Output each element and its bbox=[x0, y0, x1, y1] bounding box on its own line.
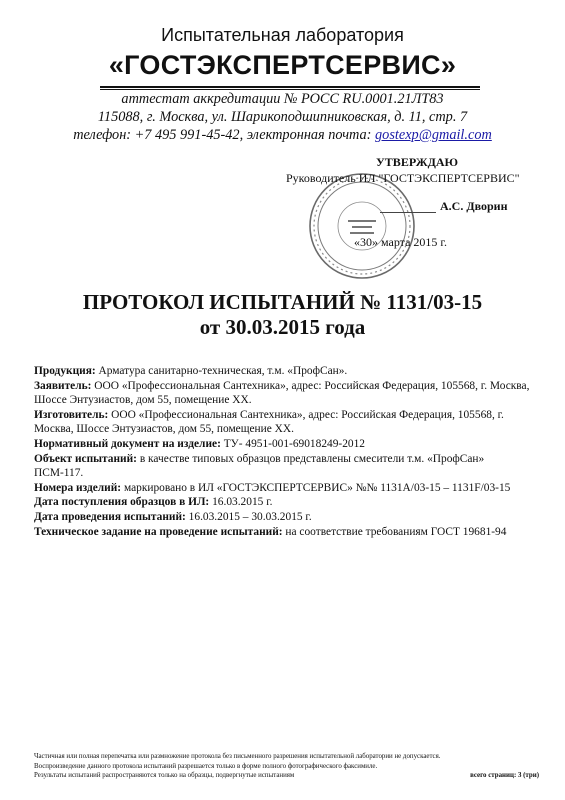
field-label: Нормативный документ на изделие: bbox=[34, 437, 221, 450]
field-value: 16.03.2015 – 30.03.2015 г. bbox=[185, 510, 312, 523]
field-value: 16.03.2015 г. bbox=[209, 496, 273, 509]
approval-title: УТВЕРЖДАЮ bbox=[376, 155, 459, 169]
protocol-title-line1: ПРОТОКОЛ ИСПЫТАНИЙ № 1131/03-15 bbox=[82, 290, 483, 314]
email-link[interactable]: gostexp@gmail.com bbox=[375, 127, 492, 143]
field-manufacturer bbox=[34, 408, 534, 437]
protocol-title-line2: от 30.03.2015 года bbox=[199, 315, 366, 339]
field-technical-spec bbox=[34, 525, 534, 540]
contacts-prefix: телефон: +7 495 991-45-42, электронная почта: bbox=[73, 127, 376, 143]
field-test-date bbox=[34, 510, 534, 525]
footer-line-2: Воспроизведение данного протокола испытаний разрешается только в форме полного фотографического факсимиле. bbox=[34, 762, 378, 770]
field-value: ООО «Профессиональная Сантехника», адрес: Российская Федерация, 105568, г. Москва, Шоссе Энтузиастов, дом 55, помещение XX. bbox=[34, 379, 530, 407]
field-label: Дата поступления образцов в ИЛ: bbox=[34, 496, 210, 509]
footer-line-3 bbox=[34, 771, 539, 781]
document-header bbox=[0, 20, 565, 144]
field-value: в качестве типовых образцов представлены смесители т.м. «ПрофСан» ПСМ-117. bbox=[34, 452, 485, 480]
approval-position: Руководитель ИЛ "ГОСТЭКСПЕРТСЕРВИС" bbox=[286, 171, 520, 185]
header-rule-top bbox=[100, 86, 480, 88]
field-normative-doc bbox=[34, 437, 534, 452]
field-label: Изготовитель: bbox=[34, 408, 109, 421]
field-label: Продукция: bbox=[34, 365, 96, 377]
signature-line bbox=[380, 212, 436, 213]
address-line: 115088, г. Москва, ул. Шарикоподшипниковская, д. 11, стр. 7 bbox=[97, 109, 468, 125]
field-label: Заявитель: bbox=[34, 379, 92, 392]
header-rule-bottom bbox=[100, 89, 480, 90]
field-label: Номера изделий: bbox=[34, 481, 122, 494]
field-label: Дата проведения испытаний: bbox=[34, 510, 186, 523]
organization-name: «ГОСТЭКСПЕРТСЕРВИС» bbox=[108, 50, 457, 80]
document-footer bbox=[34, 752, 539, 781]
lab-label: Испытательная лаборатория bbox=[161, 25, 404, 45]
protocol-title bbox=[0, 290, 565, 340]
field-label: Техническое задание на проведение испытаний: bbox=[34, 525, 283, 538]
footer-page-count: всего страниц: 3 (три) bbox=[470, 772, 539, 780]
field-value: ТУ- 4951-001-69018249-2012 bbox=[220, 437, 365, 450]
approval-signer: А.С. Дворин bbox=[440, 199, 508, 213]
field-received-date bbox=[34, 495, 534, 510]
field-label: Объект испытаний: bbox=[34, 452, 137, 465]
seal-stamp-icon bbox=[306, 170, 418, 282]
field-value: маркировано в ИЛ «ГОСТЭКСПЕРТСЕРВИС» №№ 1131A/03-15 – 1131F/03-15 bbox=[121, 481, 511, 494]
field-product bbox=[34, 364, 534, 379]
field-value: ООО «Профессиональная Сантехника», адрес: Российская Федерация, 105568, г. Москва, Шоссе Энтузиастов, дом 55, помещение XX. bbox=[34, 408, 504, 436]
protocol-fields bbox=[34, 364, 534, 539]
accreditation-line: аттестат аккредитации № РОСС RU.0001.21ЛТ83 bbox=[121, 91, 444, 107]
field-test-object bbox=[34, 452, 534, 481]
field-applicant bbox=[34, 379, 534, 408]
footer-results-note: Результаты испытаний распространяются только на образцы, подвергнутые испытаниям bbox=[34, 772, 295, 780]
approval-date: «30» марта 2015 г. bbox=[354, 235, 447, 249]
contacts-line bbox=[0, 126, 565, 144]
field-item-numbers bbox=[34, 481, 534, 496]
field-value: Арматура санитарно-техническая, т.м. «ПрофСан». bbox=[95, 365, 348, 377]
field-value: на соответствие требованиям ГОСТ 19681-94 bbox=[282, 525, 507, 538]
footer-line-1: Частичная или полная перепечатка или размножение протокола без письменного разрешения испытательной лаборатории не допускается. bbox=[34, 753, 441, 760]
